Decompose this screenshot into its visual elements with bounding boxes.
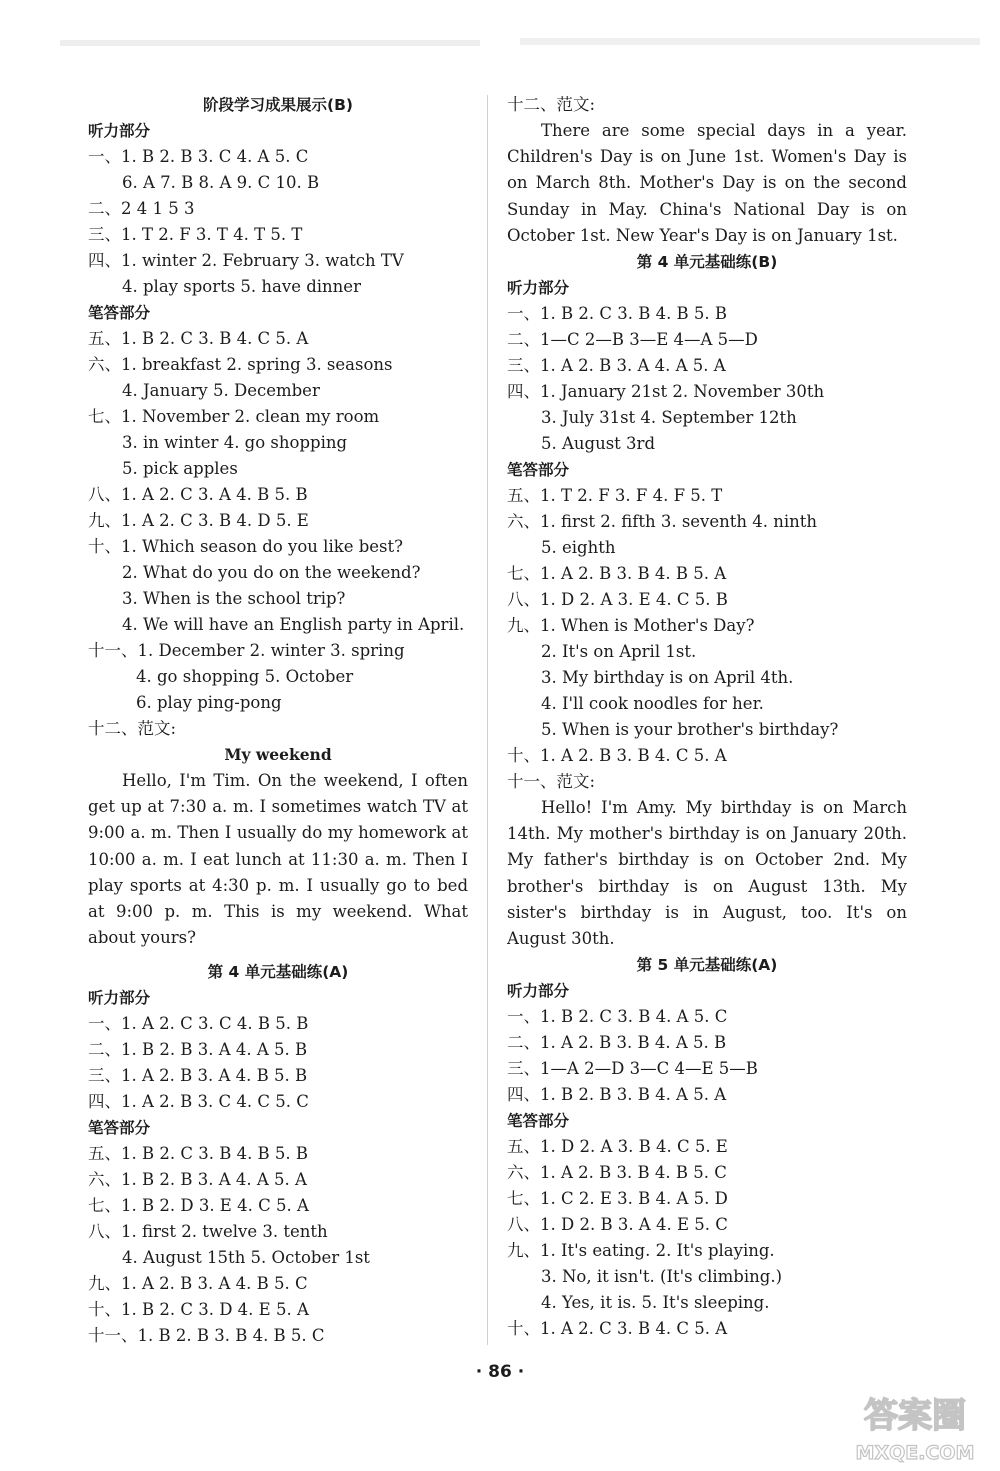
answer-line: 十、1. A 2. B 3. B 4. C 5. A [507, 746, 727, 766]
section-title: 第 5 单元基础练(A) [636, 956, 778, 975]
answer-line: 十一、1. B 2. B 3. B 4. B 5. C [88, 1326, 325, 1346]
answer-line: 4. play sports 5. have dinner [122, 277, 361, 296]
answer-line: 五、1. D 2. A 3. B 4. C 5. E [507, 1137, 728, 1157]
answer-line: 一、1. B 2. C 3. B 4. A 5. C [507, 1007, 728, 1027]
answer-line: 八、1. first 2. twelve 3. tenth [88, 1222, 328, 1242]
answer-line: 4. Yes, it is. 5. It's sleeping. [541, 1293, 770, 1313]
answer-line: 三、1. A 2. B 3. A 4. B 5. B [88, 1066, 308, 1086]
answer-line: 七、1. November 2. clean my room [88, 407, 380, 426]
scan-smudge [0, 30, 1000, 60]
right-column [507, 92, 907, 1342]
answer-line: 一、1. B 2. B 3. C 4. A 5. C [88, 147, 309, 166]
answer-line: 5. eighth [541, 538, 616, 558]
answer-line: 十一、1. December 2. winter 3. spring [88, 641, 405, 660]
essay-paragraph: Hello, I'm Tim. On the weekend, I often get up at 7:30 a. m. I sometimes watch TV at 9:00 a. m. Then I usually do my homework at 10:00 a. m. I eat lunch at 11:30 a. m. Then I play sports at 4:30 p. m. I usually go to bed at 9:00 p. m. This is my weekend. What about yours? [88, 771, 468, 948]
answer-line: 三、1. A 2. B 3. A 4. A 5. A [507, 356, 726, 376]
answer-line: 四、1. January 21st 2. November 30th [507, 382, 825, 402]
answer-line: 四、1. winter 2. February 3. watch TV [88, 251, 404, 270]
listening-label: 听力部分 [88, 989, 151, 1008]
answer-line: 十一、范文: [507, 772, 596, 792]
answer-line: 十、1. A 2. C 3. B 4. C 5. A [507, 1319, 728, 1339]
answer-line: 四、1. B 2. B 3. B 4. A 5. A [507, 1085, 727, 1105]
answer-line: 十二、范文: [507, 95, 596, 114]
answer-line: 九、1. A 2. B 3. A 4. B 5. C [88, 1274, 308, 1294]
answer-line: 二、1. B 2. B 3. A 4. A 5. B [88, 1040, 308, 1060]
answer-line: 八、1. D 2. B 3. A 4. E 5. C [507, 1215, 728, 1235]
answer-line: 2. What do you do on the weekend? [122, 563, 421, 582]
essay-title: My weekend [224, 745, 332, 764]
answer-line: 一、1. A 2. C 3. C 4. B 5. B [88, 1014, 309, 1034]
written-label: 笔答部分 [88, 304, 151, 322]
answer-line: 四、1. A 2. B 3. C 4. C 5. C [88, 1092, 309, 1112]
written-label: 笔答部分 [507, 461, 570, 480]
answer-line: 三、1—A 2—D 3—C 4—E 5—B [507, 1059, 758, 1079]
watermark-title: 答案圈 [864, 1396, 966, 1436]
answer-line: 五、1. B 2. C 3. B 4. B 5. B [88, 1144, 309, 1164]
watermark-logo [835, 1385, 995, 1467]
watermark-url: MXQE.COM [855, 1442, 975, 1464]
answer-line: 六、1. A 2. B 3. B 4. B 5. C [507, 1163, 727, 1183]
answer-line: 六、1. B 2. B 3. A 4. A 5. A [88, 1170, 307, 1190]
answer-line: 3. When is the school trip? [122, 589, 346, 608]
answer-line: 5. pick apples [122, 459, 238, 478]
answer-line: 十、1. B 2. C 3. D 4. E 5. A [88, 1300, 309, 1320]
answer-line: 3. No, it isn't. (It's climbing.) [541, 1267, 783, 1287]
answer-line: 5. When is your brother's birthday? [541, 720, 839, 740]
answer-line: 七、1. A 2. B 3. B 4. B 5. A [507, 564, 727, 584]
section-title: 第 4 单元基础练(B) [636, 253, 778, 272]
answer-line: 十、1. Which season do you like best? [88, 537, 404, 556]
listening-label: 听力部分 [507, 279, 570, 298]
answer-line: 6. play ping-pong [136, 693, 282, 712]
answer-line: 4. January 5. December [122, 381, 320, 400]
answer-line: 6. A 7. B 8. A 9. C 10. B [122, 173, 320, 192]
answer-line: 九、1. A 2. C 3. B 4. D 5. E [88, 511, 309, 530]
section-title: 第 4 单元基础练(A) [207, 963, 349, 982]
answer-line: 2. It's on April 1st. [541, 642, 697, 662]
answer-line: 八、1. D 2. A 3. E 4. C 5. B [507, 590, 728, 610]
answer-line: 二、1—C 2—B 3—E 4—A 5—D [507, 330, 758, 350]
answer-line: 七、1. C 2. E 3. B 4. A 5. D [507, 1189, 728, 1209]
answer-line: 3. in winter 4. go shopping [122, 433, 348, 452]
section-title: 阶段学习成果展示(B) [203, 96, 353, 114]
listening-label: 听力部分 [507, 982, 570, 1001]
answer-line: 十二、范文: [88, 719, 177, 738]
answer-line: 二、1. A 2. B 3. B 4. A 5. B [507, 1033, 727, 1053]
answer-line: 4. go shopping 5. October [136, 667, 354, 686]
listening-label: 听力部分 [88, 122, 151, 140]
answer-line: 一、1. B 2. C 3. B 4. B 5. B [507, 304, 728, 324]
answer-line: 二、2 4 1 5 3 [88, 199, 195, 218]
answer-line: 五、1. T 2. F 3. F 4. F 5. T [507, 486, 723, 506]
page-number: · 86 · [475, 1362, 525, 1382]
answer-line: 七、1. B 2. D 3. E 4. C 5. A [88, 1196, 309, 1216]
answer-line: 五、1. B 2. C 3. B 4. C 5. A [88, 329, 309, 348]
answer-line: 三、1. T 2. F 3. T 4. T 5. T [88, 225, 303, 244]
answer-line: 4. We will have an English party in April. [122, 615, 465, 634]
answer-line: 八、1. A 2. C 3. A 4. B 5. B [88, 485, 308, 504]
answer-line: 4. I'll cook noodles for her. [541, 694, 764, 714]
written-label: 笔答部分 [507, 1112, 570, 1131]
answer-line: 3. My birthday is on April 4th. [541, 668, 794, 688]
answer-line: 4. August 15th 5. October 1st [122, 1248, 370, 1268]
left-column [88, 92, 468, 1349]
essay-paragraph: There are some special days in a year. Children's Day is on June 1st. Women's Day is on March 8th. Mother's Day is on the second Sunday in May. China's National Day is on October 1st. New Year's Day is on January 1st. [507, 121, 907, 245]
answer-line: 六、1. first 2. fifth 3. seventh 4. ninth [507, 512, 818, 532]
column-divider [487, 95, 488, 1345]
answer-line: 5. August 3rd [541, 434, 656, 454]
answer-line: 六、1. breakfast 2. spring 3. seasons [88, 355, 393, 374]
answer-line: 九、1. It's eating. 2. It's playing. [507, 1241, 775, 1261]
essay-paragraph: Hello! I'm Amy. My birthday is on March 14th. My mother's birthday is on January 20th. My father's birthday is on October 2nd. My brother's birthday is on August 13th. My sister's birthday is in August, too. It's on August 30th. [507, 798, 907, 949]
answer-line: 3. July 31st 4. September 12th [541, 408, 797, 428]
answer-line: 九、1. When is Mother's Day? [507, 616, 755, 636]
written-label: 笔答部分 [88, 1119, 151, 1138]
